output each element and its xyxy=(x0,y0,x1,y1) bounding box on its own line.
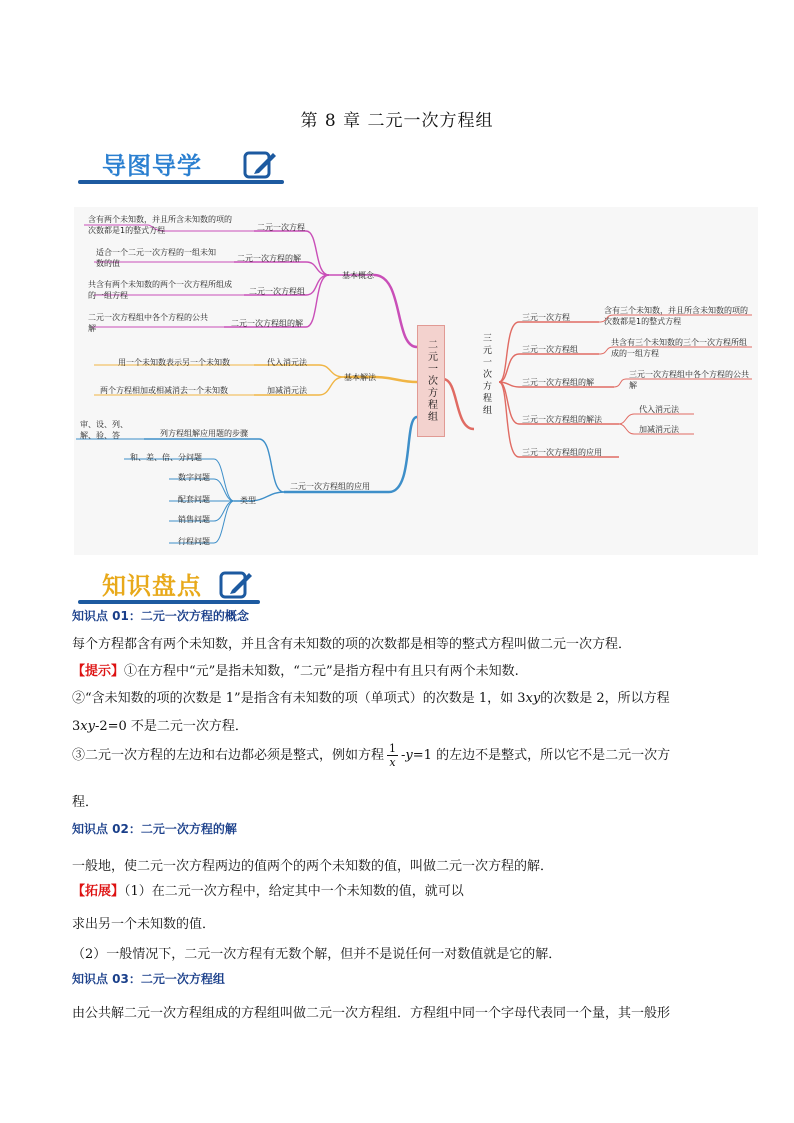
mindmap-node-term: 代入消元法 xyxy=(267,358,307,367)
mindmap-node-desc: 二元一次方程组中各个方程的公共解 xyxy=(88,313,208,333)
kp3-heading: 知识点 03：二元一次方程组 xyxy=(72,972,225,986)
mindmap-node-basic-methods: 基本解法 xyxy=(344,373,376,382)
mindmap-node-type: 行程问题 xyxy=(178,537,210,546)
mindmap-node-desc: 共含有两个未知数的两个一次方程所组成的一组方程 xyxy=(88,280,232,300)
kp2-extension-cont: 求出另一个未知数的值． xyxy=(72,917,216,932)
mindmap-node-type: 和、差、倍、分问题 xyxy=(130,453,202,462)
mindmap-node-term: 二元一次方程 xyxy=(257,223,305,232)
pen-edit-icon xyxy=(242,148,278,180)
mindmap-node-term: 加减消元法 xyxy=(267,386,307,395)
mindmap-node-term: 二元一次方程组的解 xyxy=(231,319,303,328)
banner-underline xyxy=(78,180,284,184)
mindmap-node-method: 代入消元法 xyxy=(639,405,679,414)
mindmap-node-desc: 三元一次方程组中各个方程的公共解 xyxy=(629,370,749,390)
kp1-hint xyxy=(72,660,519,679)
mindmap-node-desc: 含有三个未知数，并且所含未知数的项的次数都是1的整式方程 xyxy=(604,306,748,326)
pen-edit-icon xyxy=(218,568,254,600)
kp1-note2: ②“含未知数的项的次数是 1”是指含有未知数的项（单项式）的次数是 1，如 3xy的次数是 2，所以方程 xyxy=(72,691,670,706)
mindmap-node-type: 配套问题 xyxy=(178,495,210,504)
kp1-note3-cont: 程． xyxy=(72,795,99,810)
mindmap-node-desc: 含有两个未知数，并且所含未知数的项的次数都是1的整式方程 xyxy=(88,215,232,235)
extension-text: （1）在二元一次方程中，给定其中一个未知数的值，就可以 xyxy=(124,884,464,899)
mindmap-center-node: 二元一次方程组 xyxy=(417,325,445,437)
kp1-paragraph: 每个方程都含有两个未知数，并且含有未知数的项的次数都是相等的整式方程叫做二元一次方程． xyxy=(72,637,632,652)
mindmap-node-desc: 用一个未知数表示另一个未知数 xyxy=(118,358,230,367)
mindmap-node-term: 三元一次方程 xyxy=(522,313,570,322)
mindmap-node-types: 类型 xyxy=(240,496,256,505)
mindmap-node-type: 销售问题 xyxy=(178,515,210,524)
mindmap-node-desc: 两个方程相加或相减消去一个未知数 xyxy=(100,386,228,395)
mindmap-right-label: 三元一次方程组 xyxy=(481,333,491,417)
extension-label: 【拓展】 xyxy=(72,884,125,899)
hint-text: ①在方程中“元”是指未知数，“二元”是指方程中有且只有两个未知数. xyxy=(124,664,519,679)
kp3-paragraph: 由公共解二元一次方程组成的方程组叫做二元一次方程组．方程组中同一个字母代表同一个量，其一般形 xyxy=(72,1006,671,1021)
mindmap-node-method: 加减消元法 xyxy=(639,425,679,434)
mindmap-node-term: 三元一次方程组的应用 xyxy=(522,448,602,457)
mindmap-node-term: 二元一次方程组 xyxy=(249,287,305,296)
mindmap-node-term: 三元一次方程组 xyxy=(522,345,578,354)
kp2-heading: 知识点 02：二元一次方程的解 xyxy=(72,822,237,836)
mindmap-node-basic-concepts: 基本概念 xyxy=(342,271,374,280)
banner-text: 导图导学 xyxy=(102,152,202,180)
kp1-note3: ③二元一次方程的左边和右边都必须是整式，例如方程 $\frac{1}{x}$ -y=1 的左边不是整式，所以它不是二元一次方 xyxy=(72,742,671,769)
hint-label: 【提示】 xyxy=(72,664,125,679)
mindmap-node-term: 三元一次方程组的解法 xyxy=(522,415,602,424)
mindmap-node-applications: 二元一次方程组的应用 xyxy=(290,482,370,491)
kp1-note2-cont: 3xy-2=0 不是二元一次方程． xyxy=(72,719,248,734)
mindmap-node-desc: 共含有三个未知数的三个一次方程所组成的一组方程 xyxy=(611,338,747,358)
mindmap-node-desc: 适合一个二元一次方程的一组未知数的值 xyxy=(96,248,216,268)
kp2-paragraph: 一般地，使二元一次方程两边的值两个的两个未知数的值，叫做二元一次方程的解． xyxy=(72,859,554,874)
mindmap-node-steps-desc: 审、设、列、解、验、答 xyxy=(80,420,128,440)
mindmap-node-term: 二元一次方程的解 xyxy=(237,254,301,263)
mindmap-node-type: 数字问题 xyxy=(178,473,210,482)
mindmap-node-steps: 列方程组解应用题的步骤 xyxy=(160,429,248,438)
banner-underline xyxy=(78,600,260,604)
knowledge-banner xyxy=(74,562,284,606)
page-title: 第 8 章 二元一次方程组 xyxy=(300,111,494,131)
banner-text: 知识盘点 xyxy=(102,572,202,600)
kp1-heading: 知识点 01：二元一次方程的概念 xyxy=(72,609,249,623)
fraction: $\frac{1}{x}$ xyxy=(389,742,397,769)
mind-map xyxy=(74,207,758,555)
mindmap-node-term: 三元一次方程组的解 xyxy=(522,378,594,387)
mindmap-banner xyxy=(74,142,284,186)
kp2-note2: （2）一般情况下，二元一次方程有无数个解，但并不是说任何一对数值就是它的解． xyxy=(72,947,562,962)
kp2-extension xyxy=(72,880,464,899)
